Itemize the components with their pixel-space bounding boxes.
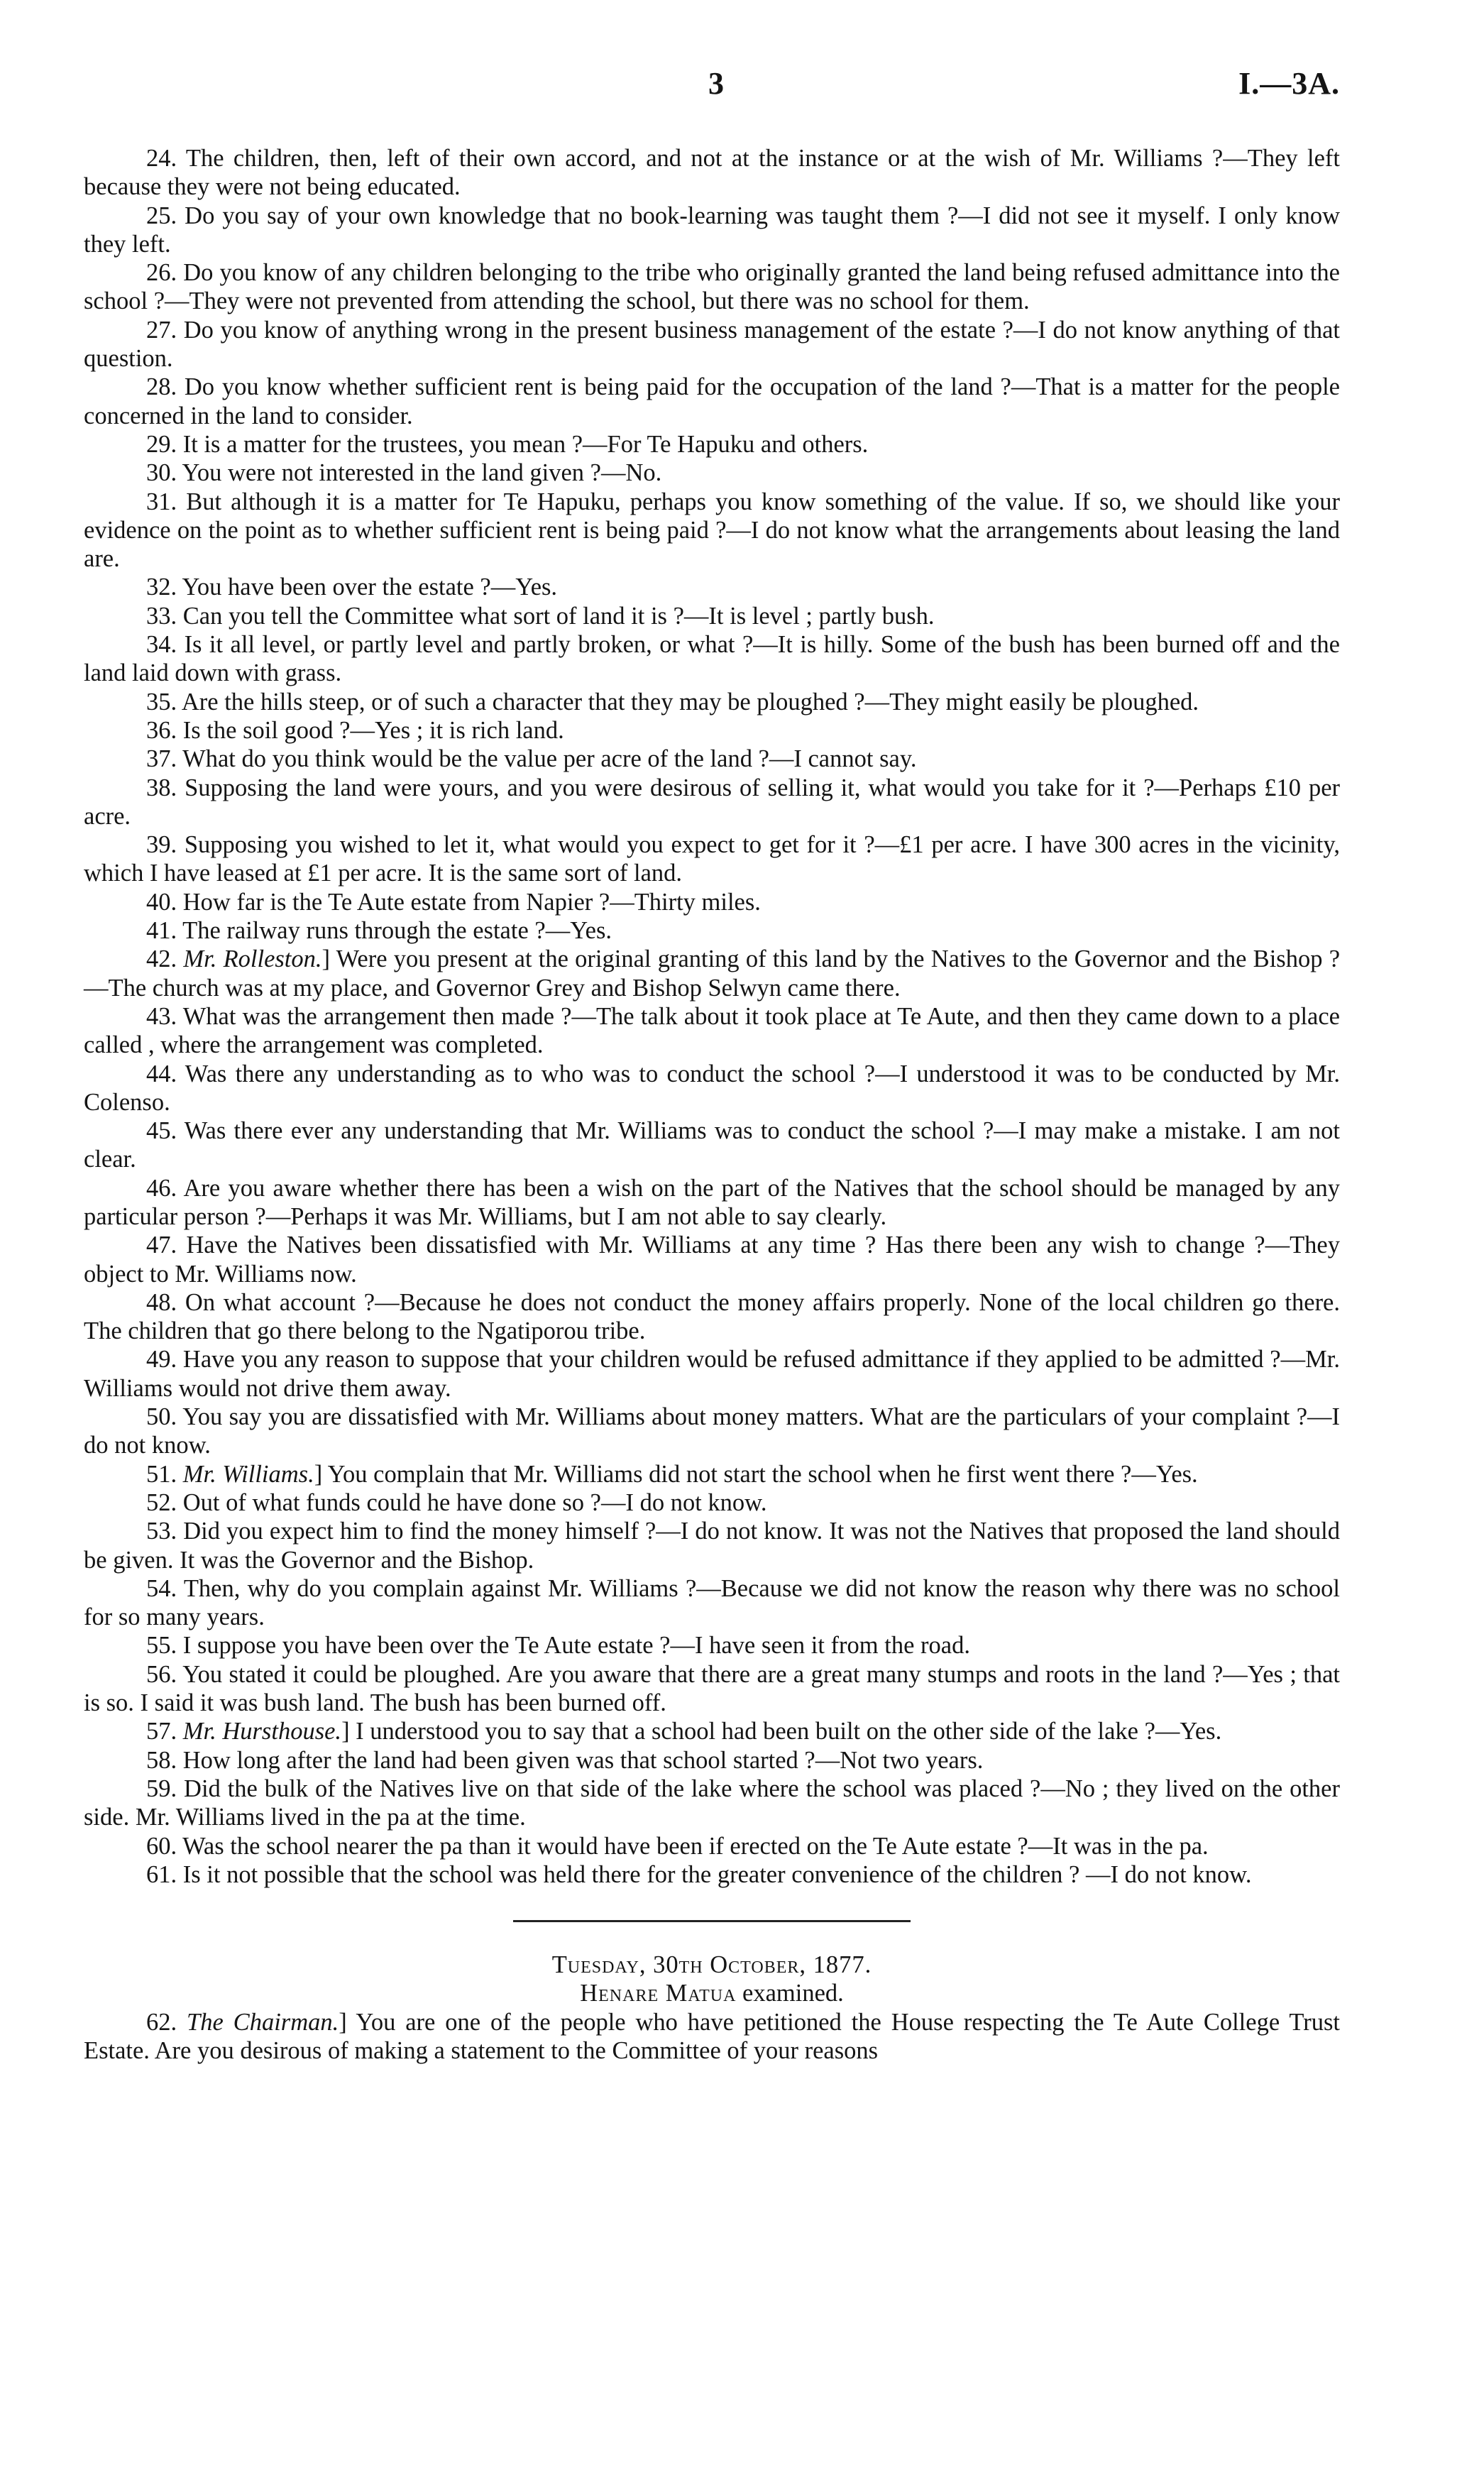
evidence-paragraph: 56. You stated it could be ploughed. Are you aware that there are a great many stumps and roots in the land ?—Yes ; that is so. I said it was bush land. The bush has been burned off. bbox=[84, 1660, 1340, 1717]
page-number: 3 bbox=[708, 66, 724, 101]
evidence-paragraph: 29. It is a matter for the trustees, you mean ?—For Te Hapuku and others. bbox=[146, 430, 869, 458]
paragraph-text: ] I understood you to say that a school had been built on the other side of the lake ?—Yes. bbox=[341, 1718, 1222, 1745]
evidence-paragraph: 50. You say you are dissatisfied with Mr. Williams about money matters. What are the particulars of your complaint ?—I do not know. bbox=[84, 1403, 1340, 1459]
evidence-paragraph: 40. How far is the Te Aute estate from Napier ?—Thirty miles. bbox=[146, 888, 761, 916]
evidence-paragraph: 46. Are you aware whether there has been a wish on the part of the Natives that the school should be managed by any particular person ?—Perhaps it was Mr. Williams, but I am not able to say clearly. bbox=[84, 1174, 1340, 1230]
evidence-paragraph: 53. Did you expect him to find the money himself ?—I do not know. It was not the Natives that proposed the land should be given. It was the Governor and the Bishop. bbox=[84, 1518, 1340, 1574]
evidence-section-2 bbox=[84, 2008, 1340, 2066]
evidence-paragraph: 43. What was the arrangement then made ?—The talk about it took place at Te Aute, and then they came down to a place called , where the arrangement was completed. bbox=[84, 1002, 1340, 1059]
evidence-paragraph bbox=[84, 1717, 1340, 1745]
evidence-paragraph: 32. You have been over the estate ?—Yes. bbox=[146, 574, 558, 601]
evidence-paragraph: 39. Supposing you wished to let it, what would you expect to get for it ?—£1 per acre. I have 300 acres in the vicinity, which I have leased at £1 per acre. It is the same sort of land. bbox=[84, 831, 1340, 887]
witness-suffix: examined. bbox=[736, 1980, 844, 2007]
witness-heading bbox=[84, 1979, 1340, 2007]
evidence-paragraph: 31. But although it is a matter for Te Hapuku, perhaps you know something of the value. If so, we should like your evidence on the point as to whether sufficient rent is being paid ?—I do not know what the arrangements about leasing the land are. bbox=[84, 488, 1340, 573]
evidence-paragraph: 44. Was there any understanding as to who was to conduct the school ?—I understood it was to be conducted by Mr. Colenso. bbox=[84, 1060, 1340, 1116]
evidence-paragraph: 61. Is it not possible that the school was held there for the greater convenience of the children ? —I do not know. bbox=[146, 1860, 1252, 1888]
evidence-paragraph: 36. Is the soil good ?—Yes ; it is rich land. bbox=[146, 716, 564, 744]
evidence-paragraph: 49. Have you any reason to suppose that your children would be refused admittance if they applied to be admitted ?—Mr. Williams would not drive them away. bbox=[84, 1346, 1340, 1402]
evidence-paragraph: 28. Do you know whether sufficient rent is being paid for the occupation of the land ?—That is a matter for the people concerned in the land to consider. bbox=[84, 373, 1340, 429]
evidence-paragraph: 33. Can you tell the Committee what sort of land it is ?—It is level ; partly bush. bbox=[146, 602, 935, 630]
evidence-paragraph: 52. Out of what funds could he have done so ?—I do not know. bbox=[146, 1488, 767, 1516]
evidence-paragraph: 27. Do you know of anything wrong in the present business management of the estate ?—I do not know anything of that question. bbox=[84, 316, 1340, 373]
evidence-paragraph: 48. On what account ?—Because he does not conduct the money affairs properly. None of the local children go there. The children that go there belong to the Ngatiporou tribe. bbox=[84, 1288, 1340, 1345]
question-number: 57. bbox=[146, 1718, 177, 1745]
evidence-paragraph: 34. Is it all level, or partly level and partly broken, or what ?—It is hilly. Some of the bush has been burned off and the land laid down with grass. bbox=[84, 631, 1340, 687]
evidence-body bbox=[84, 144, 1340, 2065]
speaker-name: The Chairman. bbox=[187, 2008, 339, 2036]
evidence-paragraph: 60. Was the school nearer the pa than it would have been if erected on the Te Aute estate ?—It was in the pa. bbox=[146, 1832, 1209, 1860]
evidence-paragraph: 30. You were not interested in the land given ?—No. bbox=[146, 459, 662, 487]
evidence-paragraph: 25. Do you say of your own knowledge that no book-learning was taught them ?—I did not see it myself. I only know they left. bbox=[84, 202, 1340, 258]
speaker-name: Mr. Hursthouse. bbox=[182, 1718, 342, 1745]
question-number: 51. bbox=[146, 1460, 177, 1488]
evidence-paragraph: 24. The children, then, left of their own accord, and not at the instance or at the wish of Mr. Williams ?—They left because they were not being educated. bbox=[84, 145, 1340, 201]
question-number: 42. bbox=[146, 945, 177, 973]
question-number: 62. bbox=[146, 2008, 177, 2036]
evidence-paragraph: 35. Are the hills steep, or of such a character that they may be ploughed ?—They might easily be ploughed. bbox=[146, 688, 1199, 715]
evidence-paragraph bbox=[84, 1460, 1340, 1488]
speaker-name: Mr. Rolleston. bbox=[183, 945, 322, 973]
paragraph-text: ] You are one of the people who have petitioned the House respecting the Te Aute College Trust Estate. Are you desirous of making a statement to the Committee of your reasons bbox=[84, 2008, 1341, 2064]
evidence-paragraph bbox=[84, 2008, 1340, 2066]
evidence-section-1 bbox=[84, 144, 1340, 1889]
session-date: Tuesday, 30th October, 1877. bbox=[551, 1951, 872, 1979]
evidence-paragraph: 45. Was there ever any understanding that Mr. Williams was to conduct the school ?—I may make a mistake. I am not clear. bbox=[84, 1117, 1340, 1173]
section-divider bbox=[513, 1920, 911, 1922]
page-header bbox=[84, 65, 1340, 115]
evidence-paragraph: 58. How long after the land had been given was that school started ?—Not two years. bbox=[146, 1746, 984, 1774]
evidence-paragraph: 47. Have the Natives been dissatisfied with Mr. Williams at any time ? Has there been any wish to change ?—They object to Mr. Williams now. bbox=[84, 1232, 1340, 1288]
evidence-paragraph bbox=[84, 945, 1340, 1002]
paragraph-text: ] Were you present at the original granting of this land by the Natives to the Governor and the Bishop ?—The church was at my place, and Governor Grey and Bishop Selwyn came there. bbox=[84, 945, 1341, 1002]
evidence-paragraph: 37. What do you think would be the value per acre of the land ?—I cannot say. bbox=[146, 745, 917, 773]
evidence-paragraph: 26. Do you know of any children belonging to the tribe who originally granted the land being refused admittance into the school ?—They were not prevented from attending the school, but there was no school for them. bbox=[84, 259, 1340, 315]
evidence-paragraph: 41. The railway runs through the estate ?—Yes. bbox=[146, 917, 612, 945]
evidence-paragraph: 59. Did the bulk of the Natives live on that side of the lake where the school was placed ?—No ; they lived on the other side. Mr. Williams lived in the pa at the time. bbox=[84, 1775, 1340, 1831]
speaker-name: Mr. Williams. bbox=[182, 1460, 314, 1488]
evidence-paragraph: 54. Then, why do you complain against Mr. Williams ?—Because we did not know the reason why there was no school for so many years. bbox=[84, 1574, 1340, 1631]
paragraph-text: ] You complain that Mr. Williams did not start the school when he first went there ?—Yes. bbox=[314, 1460, 1198, 1488]
evidence-paragraph: 55. I suppose you have been over the Te Aute estate ?—I have seen it from the road. bbox=[146, 1632, 970, 1660]
evidence-paragraph: 38. Supposing the land were yours, and you were desirous of selling it, what would you take for it ?—Perhaps £10 per acre. bbox=[84, 774, 1340, 830]
document-reference: I.—3A. bbox=[1238, 66, 1340, 101]
witness-name: Henare Matua bbox=[580, 1980, 737, 2007]
